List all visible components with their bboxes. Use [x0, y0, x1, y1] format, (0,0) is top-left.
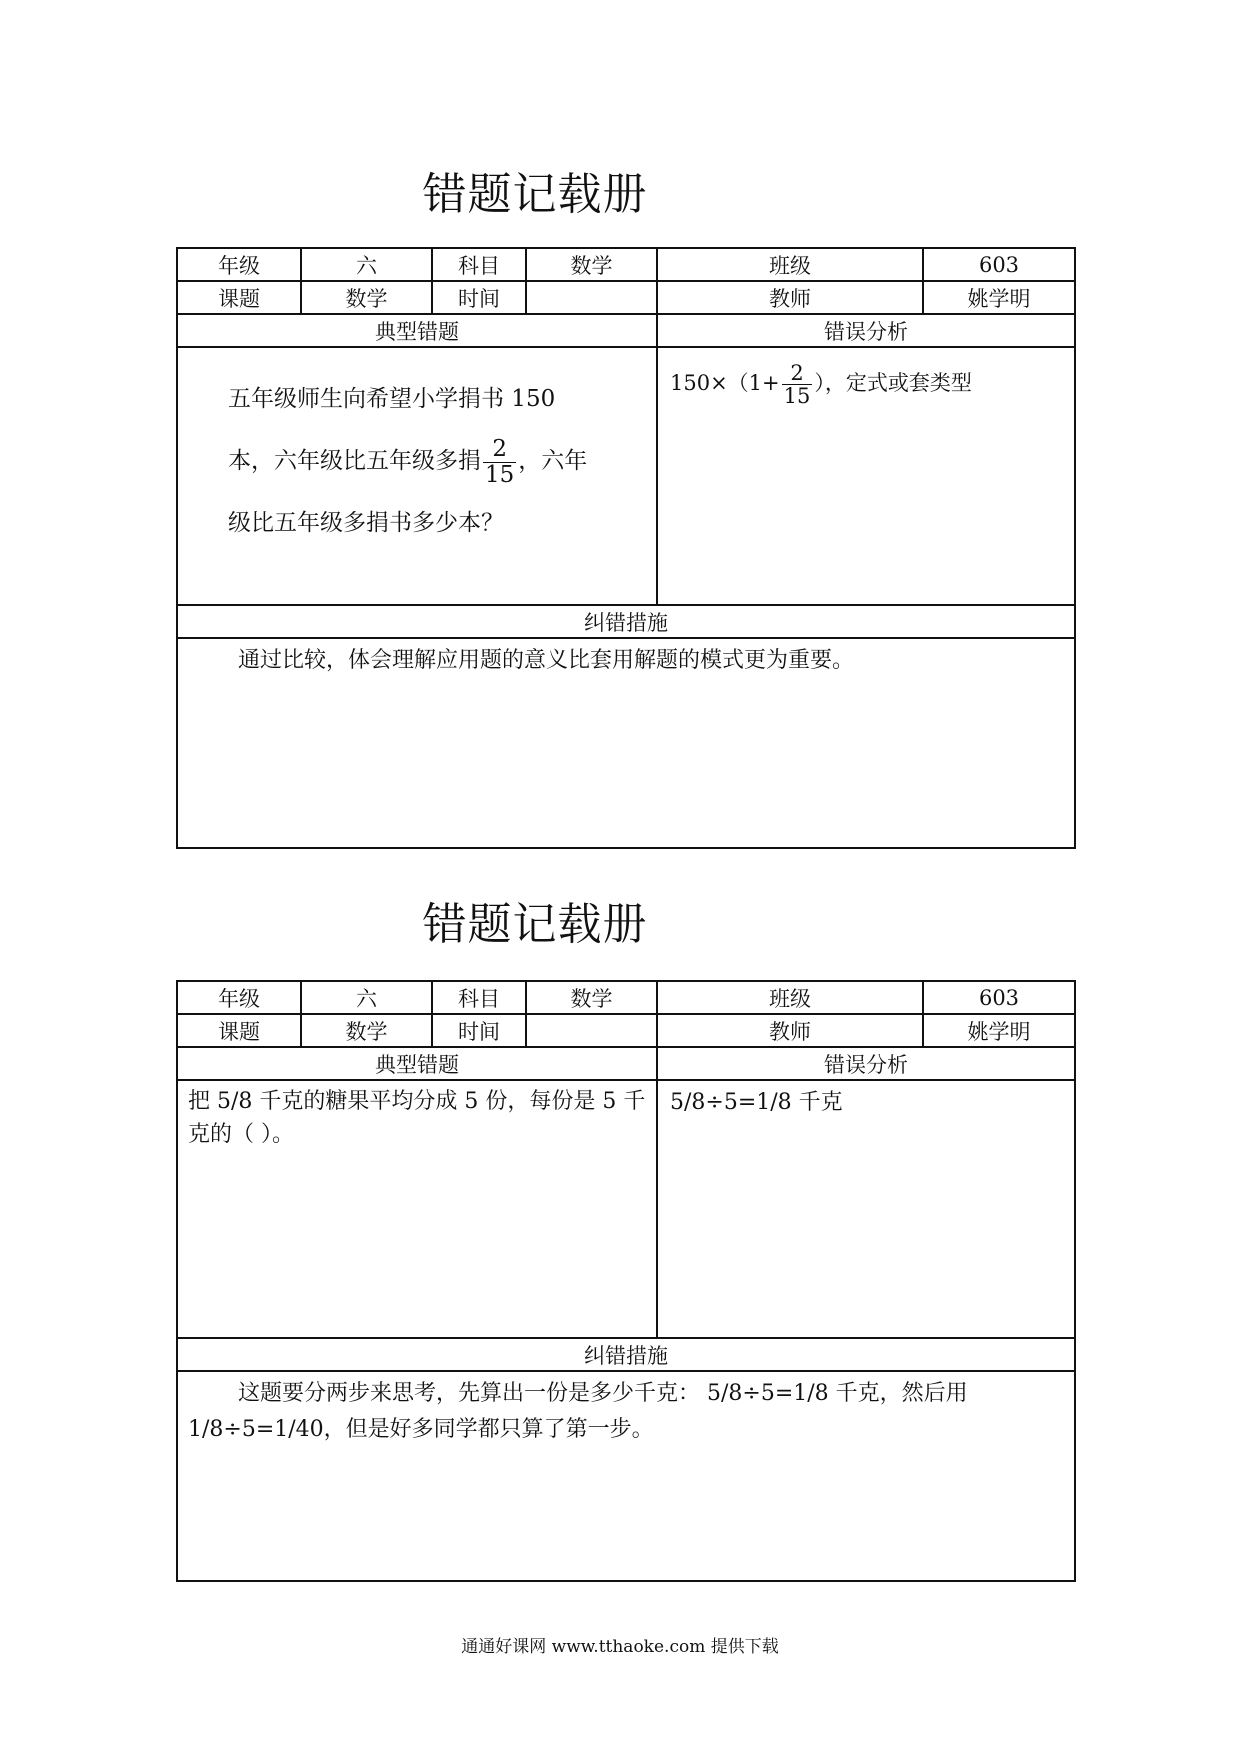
topic-label: 课题 — [177, 281, 301, 314]
time-label: 时间 — [432, 1014, 526, 1047]
correction-measures-content — [177, 1371, 1075, 1581]
table-row — [177, 281, 1075, 314]
fraction-denominator: 15 — [783, 384, 811, 409]
table-row — [177, 605, 1075, 638]
time-value — [526, 281, 657, 314]
analysis-text: 5/8÷5=1/8 千克 — [670, 1090, 843, 1115]
teacher-label: 教师 — [657, 281, 923, 314]
table-row — [177, 638, 1075, 848]
grade-label: 年级 — [177, 248, 301, 281]
grade-value: 六 — [301, 981, 432, 1014]
grade-label: 年级 — [177, 981, 301, 1014]
table-row — [177, 248, 1075, 281]
question-text: 本，六年级比五年级多捐 — [228, 448, 481, 474]
analysis-text: 150×（1+ — [670, 371, 780, 396]
table-row — [177, 1014, 1075, 1047]
table-row — [177, 1371, 1075, 1581]
sheet-2-title: 错题记载册 — [422, 899, 648, 950]
typical-error-header: 典型错题 — [177, 1047, 657, 1080]
table-row — [177, 1338, 1075, 1371]
correction-measures-content — [177, 638, 1075, 848]
table-row — [177, 347, 1075, 605]
class-value: 603 — [923, 981, 1075, 1014]
subject-value: 数学 — [526, 248, 657, 281]
class-label: 班级 — [657, 248, 923, 281]
fraction — [782, 362, 813, 407]
fraction-denominator: 15 — [485, 461, 515, 488]
table-row — [177, 314, 1075, 347]
table-row — [177, 1080, 1075, 1338]
fraction — [483, 437, 516, 486]
typical-error-header: 典型错题 — [177, 314, 657, 347]
table-row — [177, 981, 1075, 1014]
error-record-table-1 — [176, 247, 1076, 849]
fraction-numerator: 2 — [782, 362, 813, 385]
typical-error-content — [177, 1080, 657, 1338]
error-record-table-2 — [176, 980, 1076, 1582]
question-text: 把 5/8 千克的糖果平均分成 5 份，每份是 5 千克的（ ）。 — [188, 1089, 646, 1147]
error-analysis-content — [657, 347, 1075, 605]
teacher-value: 姚学明 — [923, 1014, 1075, 1047]
fraction-numerator: 2 — [483, 437, 516, 462]
class-value: 603 — [923, 248, 1075, 281]
time-value — [526, 1014, 657, 1047]
table-row — [177, 1047, 1075, 1080]
subject-value: 数学 — [526, 981, 657, 1014]
topic-label: 课题 — [177, 1014, 301, 1047]
teacher-label: 教师 — [657, 1014, 923, 1047]
typical-error-content — [177, 347, 657, 605]
topic-value: 数学 — [301, 281, 432, 314]
error-analysis-header: 错误分析 — [657, 314, 1075, 347]
class-label: 班级 — [657, 981, 923, 1014]
correction-measures-header: 纠错措施 — [177, 1338, 1075, 1371]
error-analysis-header: 错误分析 — [657, 1047, 1075, 1080]
subject-label: 科目 — [432, 981, 526, 1014]
measures-text: 这题要分两步来思考，先算出一份是多少千克： 5/8÷5=1/8 千克，然后用 1/8÷5=1/40，但是好多同学都只算了第一步。 — [188, 1381, 968, 1442]
question-line — [228, 430, 656, 492]
teacher-value: 姚学明 — [923, 281, 1075, 314]
question-line: 五年级师生向希望小学捐书 150 — [228, 386, 556, 412]
grade-value: 六 — [301, 248, 432, 281]
question-text: ，六年 — [518, 448, 588, 474]
subject-label: 科目 — [432, 248, 526, 281]
correction-measures-header: 纠错措施 — [177, 605, 1075, 638]
analysis-text: ），定式或套类型 — [814, 371, 972, 396]
sheet-1-title: 错题记载册 — [422, 169, 648, 220]
time-label: 时间 — [432, 281, 526, 314]
question-line: 级比五年级多捐书多少本？ — [228, 510, 504, 536]
footer-credit: 通通好课网 www.tthaoke.com 提供下载 — [461, 1637, 779, 1657]
topic-value: 数学 — [301, 1014, 432, 1047]
measures-text: 通过比较，体会理解应用题的意义比套用解题的模式更为重要。 — [238, 648, 855, 673]
error-analysis-content — [657, 1080, 1075, 1338]
